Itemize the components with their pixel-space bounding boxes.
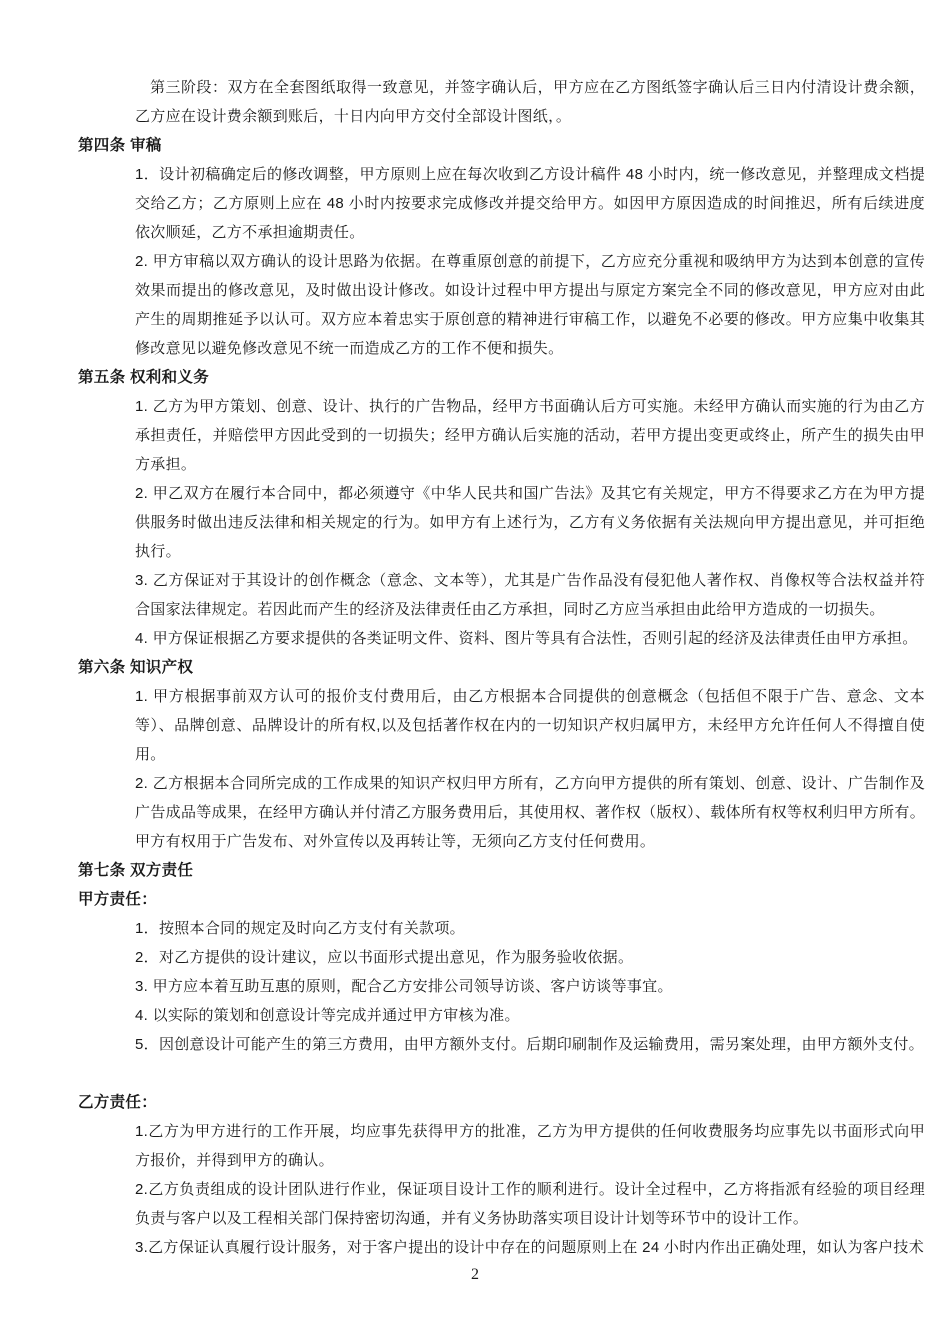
contract-paragraph: 5．因创意设计可能产生的第三方费用，由甲方额外支付。后期印刷制作及运输费用，需另案处理，由甲方额外支付。 [135, 1036, 924, 1053]
contract-body [78, 73, 925, 1262]
page-number: 2 [471, 1266, 479, 1283]
clause-heading: 第五条 权利和义务 [78, 369, 210, 386]
contract-paragraph: 第三阶段：双方在全套图纸取得一致意见，并签字确认后，甲方应在乙方图纸签字确认后三日内付清设计费余额，乙方应在设计费余额到账后，十日内向甲方交付全部设计图纸，。 [135, 79, 925, 125]
contract-paragraph: 1．设计初稿确定后的修改调整，甲方原则上应在每次收到乙方设计稿件 48 小时内，统一修改意见，并整理成文档提交给乙方；乙方原则上应在 48 小时内按要求完成修改并提交给甲方。如因甲方原因造成的时间推迟，所有后续进度依次顺延，乙方不承担逾期责任。 [135, 166, 925, 241]
clause-heading: 第七条 双方责任 [78, 862, 194, 879]
party-duty-heading: 乙方责任： [78, 1094, 158, 1111]
contract-paragraph: 2.乙方负责组成的设计团队进行作业，保证项目设计工作的顺利进行。设计全过程中，乙方将指派有经验的项目经理负责与客户以及工程相关部门保持密切沟通，并有义务协助落实项目设计计划等环节中的设计工作。 [135, 1181, 925, 1227]
contract-paragraph: 3.乙方保证认真履行设计服务，对于客户提出的设计中存在的问题原则上在 24 小时内作出正确处理，如认为客户技术 [135, 1239, 925, 1256]
contract-paragraph: 1.乙方为甲方进行的工作开展，均应事先获得甲方的批准，乙方为甲方提供的任何收费服务均应事先以书面形式向甲方报价，并得到甲方的确认。 [135, 1123, 925, 1169]
party-duty-heading: 甲方责任： [78, 891, 158, 908]
contract-paragraph: 2．对乙方提供的设计建议，应以书面形式提出意见，作为服务验收依据。 [135, 949, 634, 966]
contract-paragraph: 3. 乙方保证对于其设计的创作概念（意念、文本等），尤其是广告作品没有侵犯他人著作权、肖像权等合法权益并符合国家法律规定。若因此而产生的经济及法律责任由乙方承担，同时乙方应当承担由此给甲方造成的一切损失。 [135, 572, 925, 618]
contract-paragraph: 2. 甲乙双方在履行本合同中，都必须遵守《中华人民共和国广告法》及其它有关规定，甲方不得要求乙方在为甲方提供服务时做出违反法律和相关规定的行为。如甲方有上述行为，乙方有义务依据有关法规向甲方提出意见，并可拒绝执行。 [135, 485, 925, 560]
contract-paragraph: 4. 以实际的策划和创意设计等完成并通过甲方审核为准。 [135, 1007, 520, 1024]
contract-paragraph: 1. 乙方为甲方策划、创意、设计、执行的广告物品，经甲方书面确认后方可实施。未经甲方确认而实施的行为由乙方承担责任，并赔偿甲方因此受到的一切损失；经甲方确认后实施的活动，若甲方提出变更或终止，所产生的损失由甲方承担。 [135, 398, 925, 473]
contract-paragraph: 3. 甲方应本着互助互惠的原则，配合乙方安排公司领导访谈、客户访谈等事宜。 [135, 978, 673, 995]
clause-heading: 第六条 知识产权 [78, 659, 194, 676]
contract-paragraph: 1．按照本合同的规定及时向乙方支付有关款项。 [135, 920, 465, 937]
contract-paragraph: 2. 乙方根据本合同所完成的工作成果的知识产权归甲方所有，乙方向甲方提供的所有策划、创意、设计、广告制作及广告成品等成果，在经甲方确认并付清乙方服务费用后，其使用权、著作权（版权）、载体所有权等权利归甲方所有。甲方有权用于广告发布、对外宣传以及再转让等，无须向乙方支付任何费用。 [135, 775, 925, 850]
contract-paragraph: 4. 甲方保证根据乙方要求提供的各类证明文件、资料、图片等具有合法性，否则引起的经济及法律责任由甲方承担。 [135, 630, 918, 647]
blank-line [78, 1059, 925, 1088]
contract-paragraph: 2. 甲方审稿以双方确认的设计思路为依据。在尊重原创意的前提下，乙方应充分重视和吸纳甲方为达到本创意的宣传效果而提出的修改意见，及时做出设计修改。如设计过程中甲方提出与原定方案完全不同的修改意见，甲方应对由此产生的周期推延予以认可。双方应本着忠实于原创意的精神进行审稿工作，以避免不必要的修改。甲方应集中收集其修改意见以避免修改意见不统一而造成乙方的工作不便和损失。 [135, 253, 925, 357]
clause-heading: 第四条 审稿 [78, 137, 162, 154]
contract-paragraph: 1. 甲方根据事前双方认可的报价支付费用后，由乙方根据本合同提供的创意概念（包括但不限于广告、意念、文本等）、品牌创意、品牌设计的所有权,以及包括著作权在内的一切知识产权归属甲方，未经甲方允许任何人不得擅自使用。 [135, 688, 925, 763]
